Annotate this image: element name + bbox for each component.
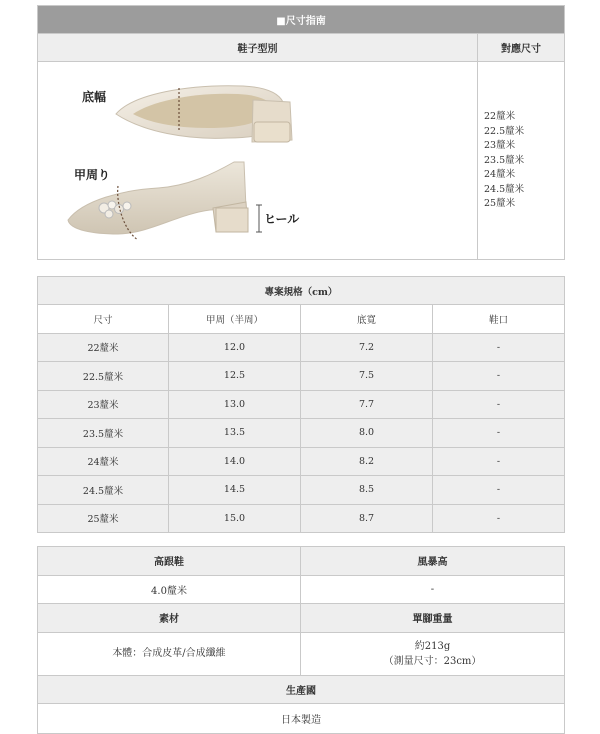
weight-note: （測量尺寸：23cm） — [383, 655, 482, 667]
cell-opening: - — [433, 447, 565, 476]
cell-opening: - — [433, 362, 565, 391]
material-label: 素材 — [38, 604, 301, 633]
spec-header-sole-width: 底寬 — [301, 305, 433, 334]
table-row — [38, 419, 565, 448]
weight-value: 約213g — [414, 640, 451, 652]
size-list-item: 24.5釐米 — [484, 183, 525, 195]
cell-instep: 14.5 — [169, 476, 301, 505]
cell-size: 24釐米 — [38, 447, 169, 476]
cell-sole-width: 8.7 — [301, 504, 433, 533]
heel-height-value: 4.0釐米 — [38, 575, 301, 604]
cell-opening: - — [433, 390, 565, 419]
size-list-item: 22.5釐米 — [484, 125, 525, 137]
weight-value-cell — [301, 632, 565, 675]
corresponding-size-header: 對應尺寸 — [478, 34, 565, 62]
cell-sole-width: 7.2 — [301, 333, 433, 362]
cell-size: 23.5釐米 — [38, 419, 169, 448]
size-list-item: 23.5釐米 — [484, 154, 525, 166]
cell-instep: 13.0 — [169, 390, 301, 419]
cell-opening: - — [433, 333, 565, 362]
origin-label: 生產國 — [38, 675, 565, 704]
product-info-table — [37, 546, 565, 734]
sole-width-label: 底幅 — [82, 90, 107, 104]
cell-size: 25釐米 — [38, 504, 169, 533]
cell-instep: 13.5 — [169, 419, 301, 448]
cell-opening: - — [433, 504, 565, 533]
cell-opening: - — [433, 419, 565, 448]
cell-sole-width: 8.5 — [301, 476, 433, 505]
size-list-item: 23釐米 — [484, 140, 516, 151]
cell-instep: 14.0 — [169, 447, 301, 476]
instep-label: 甲周り — [74, 168, 111, 182]
cell-size: 23釐米 — [38, 390, 169, 419]
size-list-item: 24釐米 — [484, 169, 516, 180]
size-list-item: 22釐米 — [484, 111, 516, 122]
origin-value: 日本製造 — [38, 704, 565, 734]
size-list — [478, 62, 565, 260]
spec-header-instep: 甲周（半周） — [169, 305, 301, 334]
cell-instep: 12.5 — [169, 362, 301, 391]
heel-label: ヒール — [264, 212, 300, 226]
platform-height-value: - — [301, 575, 565, 604]
table-row — [38, 476, 565, 505]
heel-height-label: 高跟鞋 — [38, 547, 301, 576]
cell-instep: 12.0 — [169, 333, 301, 362]
size-guide-title: ■尺寸指南 — [38, 6, 565, 34]
cell-sole-width: 7.5 — [301, 362, 433, 391]
shoe-image-cell — [38, 62, 478, 260]
cell-instep: 15.0 — [169, 504, 301, 533]
platform-height-label: 風暴高 — [301, 547, 565, 576]
spec-title: 專案規格（cm） — [38, 277, 565, 305]
material-value: 本體：合成皮革/合成纖維 — [38, 632, 301, 675]
table-row — [38, 333, 565, 362]
spec-header-size: 尺寸 — [38, 305, 169, 334]
cell-opening: - — [433, 476, 565, 505]
table-row — [38, 362, 565, 391]
cell-size: 22釐米 — [38, 333, 169, 362]
cell-sole-width: 7.7 — [301, 390, 433, 419]
cell-size: 24.5釐米 — [38, 476, 169, 505]
size-guide-table — [37, 5, 565, 260]
shoe-type-header: 鞋子型別 — [38, 34, 478, 62]
cell-sole-width: 8.0 — [301, 419, 433, 448]
table-row — [38, 447, 565, 476]
cell-sole-width: 8.2 — [301, 447, 433, 476]
weight-label: 單腳重量 — [301, 604, 565, 633]
cell-size: 22.5釐米 — [38, 362, 169, 391]
size-list-item: 25釐米 — [484, 198, 516, 209]
table-row — [38, 390, 565, 419]
table-row — [38, 504, 565, 533]
spec-table — [37, 276, 565, 533]
spec-header-opening: 鞋口 — [433, 305, 565, 334]
